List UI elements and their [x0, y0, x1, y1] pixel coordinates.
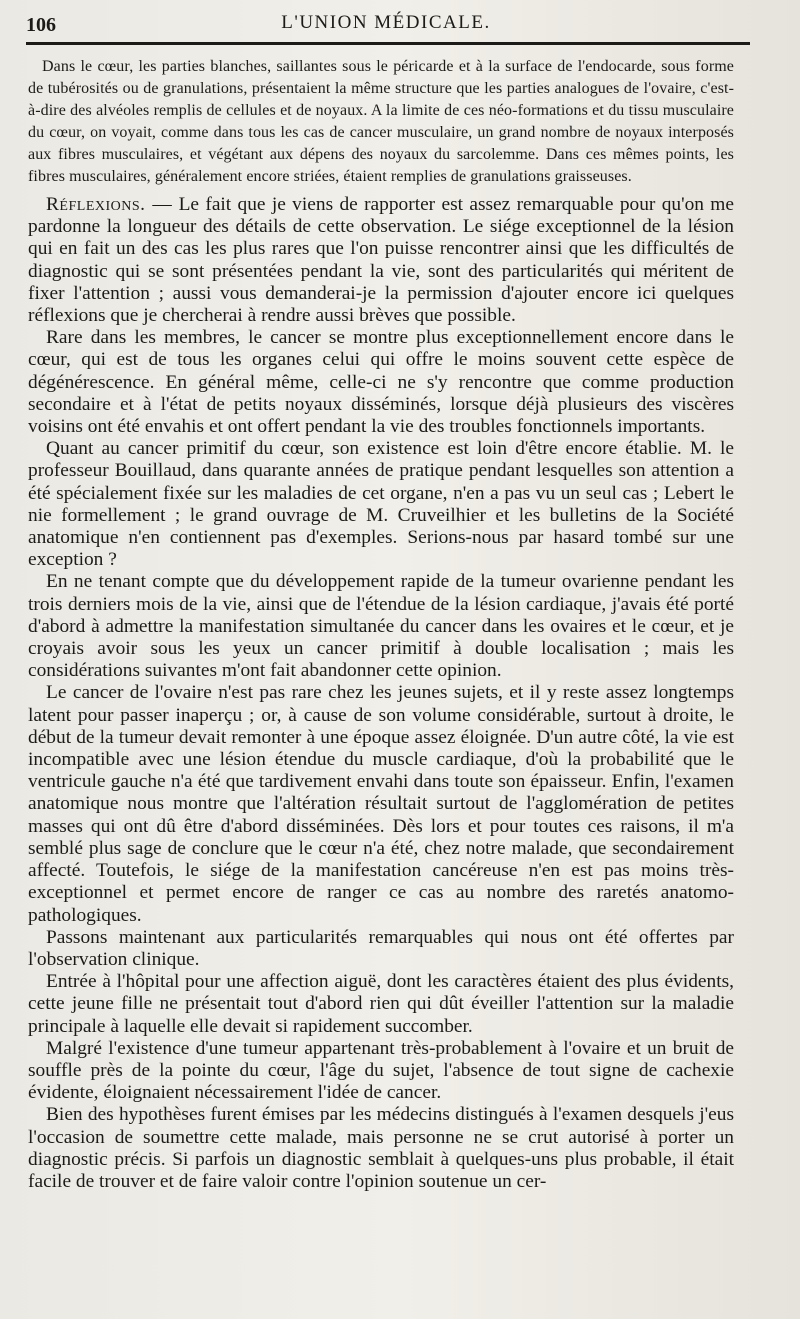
header-rule	[26, 42, 750, 45]
paragraph-reflexions	[28, 194, 734, 327]
paragraph: Bien des hypothèses furent émises par les médecins distingués à l'examen desquels j'eus l'occasion de soumettre cette malade, mais personne ne se crut autorisé à porter un diagnostic précis. Si parfois un diagnostic semblait à quelques-uns plus probable, il était facile de trouver et de faire valoir contre l'opinion soutenue un cer-	[28, 1104, 734, 1192]
running-title: L'UNION MÉDICALE.	[281, 12, 491, 33]
paragraph: Rare dans les membres, le cancer se montre plus exceptionnellement encore dans le cœur, qui est de tous les organes celui qui offre le moins souvent cette espèce de dégénérescence. En général même, celle-ci ne s'y rencontre que comme production secondaire et à l'état de petits noyaux disséminés, lorsque déjà plusieurs des viscères voisins ont été envahis et ont offert pendant la vie des troubles fonctionnels importants.	[28, 327, 734, 438]
paragraph-anatomy: Dans le cœur, les parties blanches, saillantes sous le péricarde et à la surface de l'endocarde, sous forme de tubérosités ou de granulations, présentaient la même structure que les parties analogues de l'ovaire, c'est-à-dire des alvéoles remplis de cellules et de noyaux. A la limite de ces néo-formations et du tissu musculaire du cœur, on voyait, comme dans tous les cas de cancer musculaire, un grand nombre de noyaux interposés aux fibres musculaires, et végétant aux dépens des noyaux du sarcolemme. Dans ces mêmes points, les fibres musculaires, généralement encore striées, étaient remplies de granulations graisseuses.	[28, 58, 734, 185]
paragraph: En ne tenant compte que du développement rapide de la tumeur ovarienne pendant les trois derniers mois de la vie, ainsi que de l'étendue de la lésion cardiaque, j'avais été porté d'abord à admettre la manifestation simultanée du cancer dans les ovaires et le cœur, et je croyais avoir sous les yeux un cancer primitif à double localisation ; mais les considérations suivantes m'ont fait abandonner cette opinion.	[28, 571, 734, 682]
paragraph-text: Le fait que je viens de rapporter est assez remarquable pour qu'on me pardonne la longueur des détails de cette observation. Le siége exceptionnel de la lésion qui en fait un des cas les plus rares que l'on puisse rencontrer ainsi que les difficultés de diagnostic qui se sont présentées pendant la vie, sont des particularités qui méritent de fixer l'attention ; aussi vous demanderai-je la permission d'ajouter encore ici quelques réflexions que je chercherai à rendre aussi brèves que possible.	[28, 194, 734, 327]
paragraph: Quant au cancer primitif du cœur, son existence est loin d'être encore établie. M. le professeur Bouillaud, dans quarante années de pratique pendant lesquelles son attention a été spécialement fixée sur les maladies de cet organe, n'en a pas vu un seul cas ; Lebert le nie formellement ; le grand ouvrage de M. Cruveilhier et les bulletins de la Société anatomique n'en contiennent pas d'exemples. Serions-nous par hasard tombé sur une exception ?	[28, 438, 734, 571]
paragraph: Passons maintenant aux particularités remarquables qui nous ont été offertes par l'observation clinique.	[28, 926, 734, 970]
page-header	[22, 6, 750, 40]
paragraph: Le cancer de l'ovaire n'est pas rare chez les jeunes sujets, et il y reste assez longtemps latent pour passer inaperçu ; or, à cause de son volume considérable, surtout à droite, le début de la tumeur devait remonter à une époque assez éloignée. D'un autre côté, la vie est incompatible avec une lésion étendue du muscle cardiaque, d'où la probabilité que le ventricule gauche n'a été que tardivement envahi dans toute son épaisseur. Enfin, l'examen anatomique nous montre que l'altération résultait surtout de l'agglomération de petites masses qui ont dû être d'abord disséminées. Dès lors et pour toutes ces raisons, il m'a semblé plus sage de conclure que le cœur n'a été, chez notre malade, que secondairement affecté. Toutefois, le siége de la manifestation cancéreuse n'en est pas moins très-exceptionnel et permet encore de ranger ce cas au nombre des raretés anatomo-pathologiques.	[28, 682, 734, 926]
page-body	[28, 56, 734, 1193]
paragraph: Entrée à l'hôpital pour une affection aiguë, dont les caractères étaient des plus évidents, cette jeune fille ne présentait tout d'abord rien qui dût éveiller l'attention sur la maladie principale à laquelle elle devait si rapidement succomber.	[28, 971, 734, 1037]
paragraph: Malgré l'existence d'une tumeur appartenant très-probablement à l'ovaire et un bruit de souffle près de la pointe du cœur, l'âge du sujet, l'absence de tout signe de cachexie évidente, éloignaient nécessairement l'idée de cancer.	[28, 1037, 734, 1104]
page-number: 106	[26, 14, 56, 36]
section-label: Réflexions. —	[46, 194, 173, 215]
